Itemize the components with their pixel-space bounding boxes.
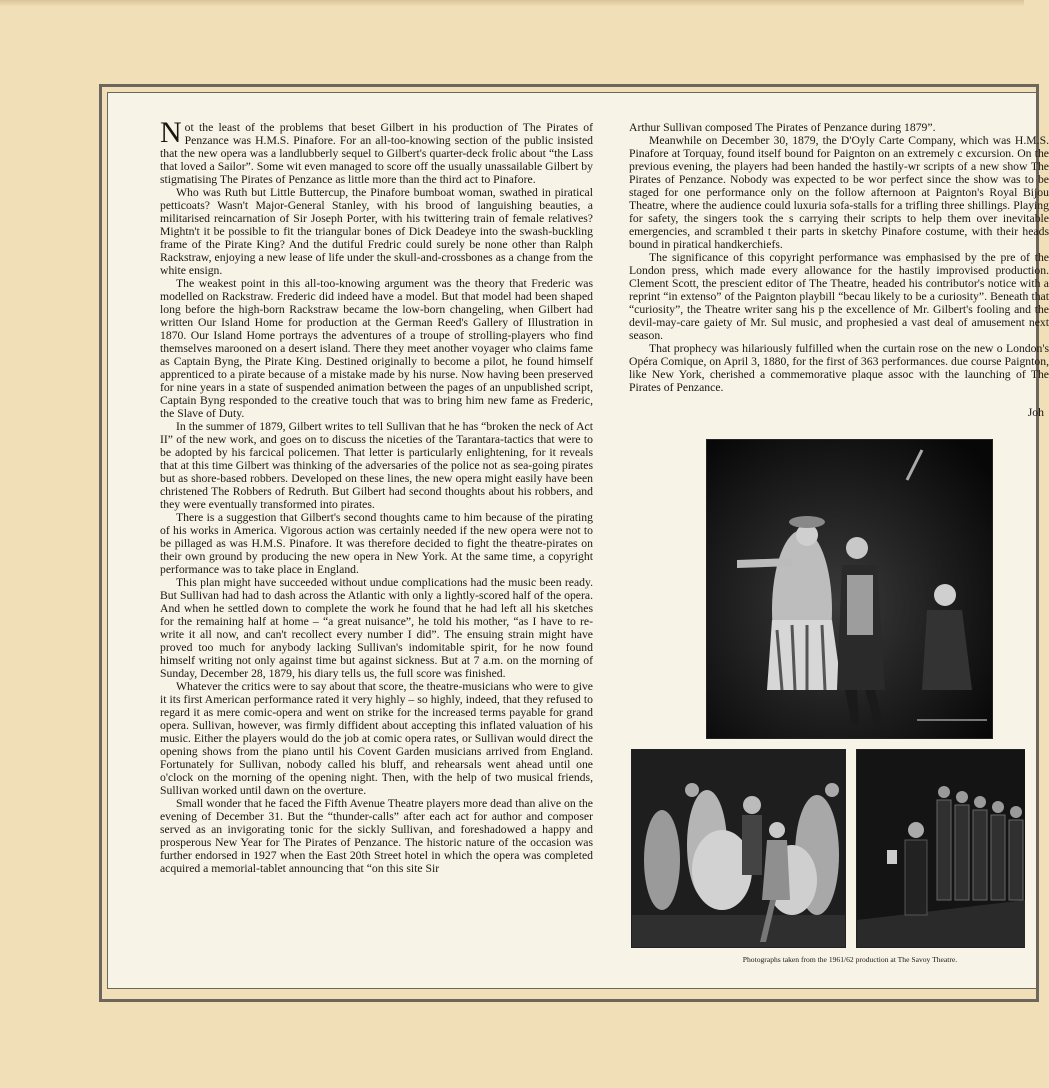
essay-right-paragraph-4: That prophecy was hilariously fulfilled when the curtain rose on the new o London's Opéra Comique, on April 3, 1880, for the first of 363 performances. due course Paignton, like New York, cherished a commemorative plaque assoc with the launching of The Pirates of Penzance. [629,342,1049,394]
ensemble-scene-image [632,750,845,947]
essay-paragraph-2: Who was Ruth but Little Buttercup, the Pinafore bumboat woman, swathed in piratical petticoats? Wasn't Major-General Stanley, with his brood of languishing beauties, a militarised reincarnation of Sir Joseph Porter, with his twittering train of female relatives? Mightn't it be possible to fit the triangular bones of Dick Deadeye into the swash-buckling frame of the Pirate King? And the dutiful Fredric could surely be none other than Ralph Rackstraw, enjoying a new lease of life under the skull-and-crossbones as a change from the white ensign. [160,186,593,277]
essay-left-column [160,116,593,875]
stage-scene-image [707,440,992,738]
essay-right-column-clip [629,110,1049,430]
essay-right-paragraph-3: The significance of this copyright performance was emphasised by the pre of the London press, which made every allowance for the hastily improvised production. Clement Scott, the prescient editor of The Theatre, headed his contributor's notice with a reprint “in extenso” of the Paignton playbill “becau likely to be a curiosity”. Beneath that “curiosity”, the Theatre writer sang his p the excellence of Mr. Gilbert's fooling and the devil-may-care gaiety of Mr. Sul music, and prophesied a vast deal of amusement next season. [629,251,1049,342]
production-photo-ensemble [631,749,846,948]
essay-right-paragraph-2: Meanwhile on December 30, 1879, the D'Oyly Carte Company, which was H.M.S. Pinafore at Torquay, found itself bound for Paignton on an extremely c excursion. On the previous evening, the players had been handed the hastily-wr scripts of a new show The Pirates of Penzance. Nobody was expected to be wor perfect since the show was to be staged for one performance only on the follow afternoon at Paignton's Royal Bijou Theatre, where the audience could luxuria sofa-stalls for a trifling three shillings. Playing for safety, the singers took the s carrying their scripts to help them over inevitable emergencies, and scrambled t their parts in sketchy Pinafore costume, with their heads bound in piratical handkerchiefs. [629,134,1049,251]
author-signature: Joh [1027,406,1044,419]
production-photo-policemen [856,749,1025,948]
sleeve-edge [0,0,1024,6]
photo-caption: Photographs taken from the 1961/62 production at The Savoy Theatre. [742,955,958,964]
essay-paragraph-8: Small wonder that he faced the Fifth Avenue Theatre players more dead than alive on the evening of December 31. But the “thunder-calls” after each act for author and composer served as an invigorating tonic for the sickly Sullivan, and foreshadowed a happy and prosperous New Year for The Pirates of Penzance. The historic nature of the occasion was further endorsed in 1927 when the East 20th Street hotel in which the opera was completed acquired a memorial-tablet announcing that “on this site Sir [160,797,593,875]
policemen-scene-image [857,750,1025,947]
essay-paragraph-1 [160,116,593,186]
essay-paragraph-7: Whatever the critics were to say about that score, the theatre-musicians who were to give it its first American performance rated it very highly – so highly, indeed, that they refused to regard it as mere comic-opera and went on strike for the increased terms payable for grand opera. Sullivan, however, was firmly diffident about accepting this inflated valuation of his music. Either the players would do the job at comic opera rates, or Sullivan would direct the opening shows from the piano until his Covent Garden musicians arrived from England. Fortunately for Sullivan, nobody called his bluff, and rehearsals went ahead until one o'clock on the morning of the opening night. Then, with the help of two musical friends, Sullivan worked until dawn on the overture. [160,680,593,797]
essay-paragraph-3: The weakest point in this all-too-knowing argument was the theory that Frederic was modelled on Rackstraw. Frederic did indeed have a model. But that model had been shaped long before the high-born Rackstraw became the low-born changeling, when Gilbert had written Our Island Home for production at the German Reed's Gallery of Illustration in 1870. Our Island Home portrays the adventures of a troupe of strolling-players who find themselves marooned on a desert island. There they meet another voyager who claims fame as Captain Byng, the Pirate King. Destined originally to become a pilot, he found himself apprenticed to a pirate because of a mistake made by his nurse. Now having been preserved for nine years in a state of suspended animation between the pages of an unpublished script, Captain Byng responded to the creative touch that was to bring him new fame as Frederic, the Slave of Duty. [160,277,593,420]
essay-right-column [629,121,1049,419]
essay-right-paragraph-1: Arthur Sullivan composed The Pirates of Penzance during 1879”. [629,121,936,134]
drop-cap-letter: N [160,116,182,149]
essay-paragraph-5: There is a suggestion that Gilbert's second thoughts came to him because of the pirating of his works in America. Vigorous action was certainly needed if the new opera were not to be pillaged as was H.M.S. Pinafore. It was therefore decided to fight the theatre-pirates on their own ground by producing the new opera in New York. At the same time, a copyright performance was to take place in England. [160,511,593,576]
essay-paragraph-6: This plan might have succeeded without undue complications had the music been ready. But Sullivan had had to dash across the Atlantic with only a lightly-scored half of the opera. And when he settled down to complete the work he found that he had left all his sketches for the remaining half at home – “a great nuisance”, he told his mother, “as I have to re-write it all now, and can't recollect every number I did”. The ensuing strain might have proved too much for anybody lacking Sullivan's indomitable spirit, for he now found himself writing not only against time but against sickness. But at 7 a.m. on the morning of Sunday, December 28, 1879, his diary tells us, the full score was finished. [160,576,593,680]
production-photo-large [706,439,993,739]
essay-paragraph-1-text: ot the least of the problems that beset Gilbert in his production of The Pirates of Penzance was H.M.S. Pinafore. For an all-too-knowing section of the public insisted that the new opera was a landlubberly sequel to Gilbert's quarter-deck frolic about “the Lass that loved a Sailor”. Some wit even managed to score off the usually unassailable Gilbert by stigmatising The Pirates of Penzance as little more than the third act to Pinafore. [160,121,593,186]
essay-paragraph-4: In the summer of 1879, Gilbert writes to tell Sullivan that he has “broken the neck of Act II” of the new work, and goes on to discuss the niceties of the Tarantara-tactics that were to be adopted by his farcical policemen. That letter is particularly enlightening, for it reveals that at this time Gilbert was thinking of the adversaries of the police not as sea-going pirates but as shore-based robbers. Developed on these lines, the new opera might easily have been christened The Robbers of Redruth. But Gilbert had second thoughts about his robbers, and they were eventually transformed into pirates. [160,420,593,511]
